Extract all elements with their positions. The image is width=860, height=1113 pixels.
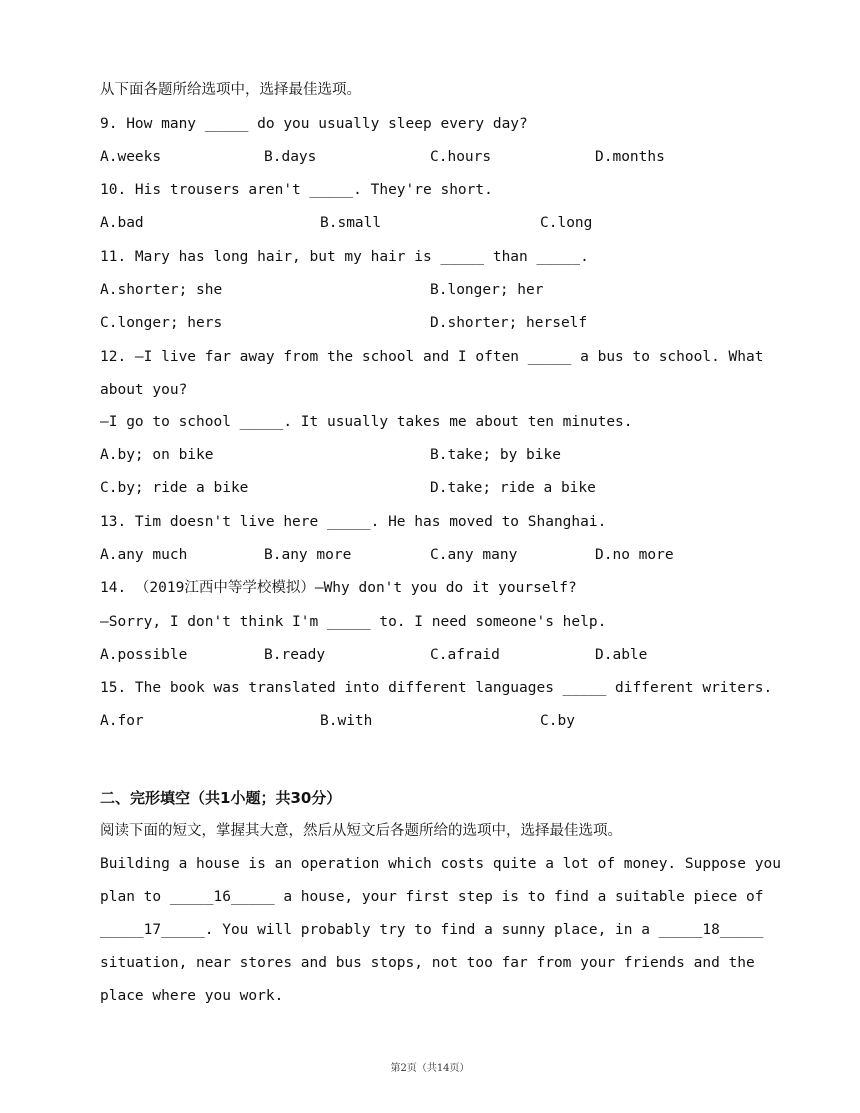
q13-option-b: B.any more [264, 547, 352, 563]
q12-option-b: B.take; by bike [430, 447, 561, 463]
q10-option-a: A.bad [100, 215, 144, 231]
q10-option-b: B.small [320, 215, 382, 231]
question-12: 12. —I live far away from the school and I often _____ a bus to school. What [100, 349, 764, 365]
question-9: 9. How many _____ do you usually sleep every day? [100, 116, 528, 132]
q9-option-c: C.hours [430, 149, 492, 165]
section-2-instruction: 阅读下面的短文，掌握其大意，然后从短文后各题所给的选项中，选择最佳选项。 [100, 823, 622, 839]
q9-option-d: D.months [595, 149, 665, 165]
section-instruction: 从下面各题所给选项中，选择最佳选项。 [100, 82, 361, 98]
q15-option-b: B.with [320, 713, 373, 729]
question-15: 15. The book was translated into different languages _____ different writers. [100, 680, 773, 696]
question-13: 13. Tim doesn't live here _____. He has moved to Shanghai. [100, 514, 607, 530]
q15-option-c: C.by [540, 713, 575, 729]
q13-option-a: A.any much [100, 547, 188, 563]
q10-option-c: C.long [540, 215, 593, 231]
q12-option-d: D.take; ride a bike [430, 480, 596, 496]
q9-option-a: A.weeks [100, 149, 162, 165]
q11-option-a: A.shorter; she [100, 282, 223, 298]
passage-line-2: plan to _____16_____ a house, your first step is to find a suitable piece of [100, 889, 764, 905]
q14-option-b: B.ready [264, 647, 326, 663]
q15-option-a: A.for [100, 713, 144, 729]
q13-option-c: C.any many [430, 547, 518, 563]
passage-line-1: Building a house is an operation which costs quite a lot of money. Suppose you [100, 856, 781, 872]
page-footer: 第2页（共14页） [390, 1063, 470, 1074]
question-14: 14. （2019江西中等学校模拟）—Why don't you do it yourself? [100, 580, 577, 596]
q11-option-d: D.shorter; herself [430, 315, 588, 331]
passage-line-3: _____17_____. You will probably try to find a sunny place, in a _____18_____ [100, 922, 764, 938]
question-11: 11. Mary has long hair, but my hair is _____ than _____. [100, 249, 589, 265]
q12-option-c: C.by; ride a bike [100, 480, 249, 496]
section-2-heading: 二、完形填空（共1小题；共30分） [100, 789, 342, 807]
q9-option-b: B.days [264, 149, 317, 165]
q13-option-d: D.no more [595, 547, 674, 563]
passage-line-5: place where you work. [100, 988, 284, 1004]
q12-option-a: A.by; on bike [100, 447, 214, 463]
q11-option-c: C.longer; hers [100, 315, 223, 331]
q11-option-b: B.longer; her [430, 282, 544, 298]
question-14-line2: —Sorry, I don't think I'm _____ to. I need someone's help. [100, 614, 607, 630]
question-12-line2: about you? [100, 382, 188, 398]
q14-option-a: A.possible [100, 647, 188, 663]
passage-line-4: situation, near stores and bus stops, not too far from your friends and the [100, 955, 755, 971]
question-12-line3: —I go to school _____. It usually takes me about ten minutes. [100, 414, 633, 430]
q14-option-d: D.able [595, 647, 648, 663]
question-10: 10. His trousers aren't _____. They're short. [100, 182, 493, 198]
q14-option-c: C.afraid [430, 647, 500, 663]
